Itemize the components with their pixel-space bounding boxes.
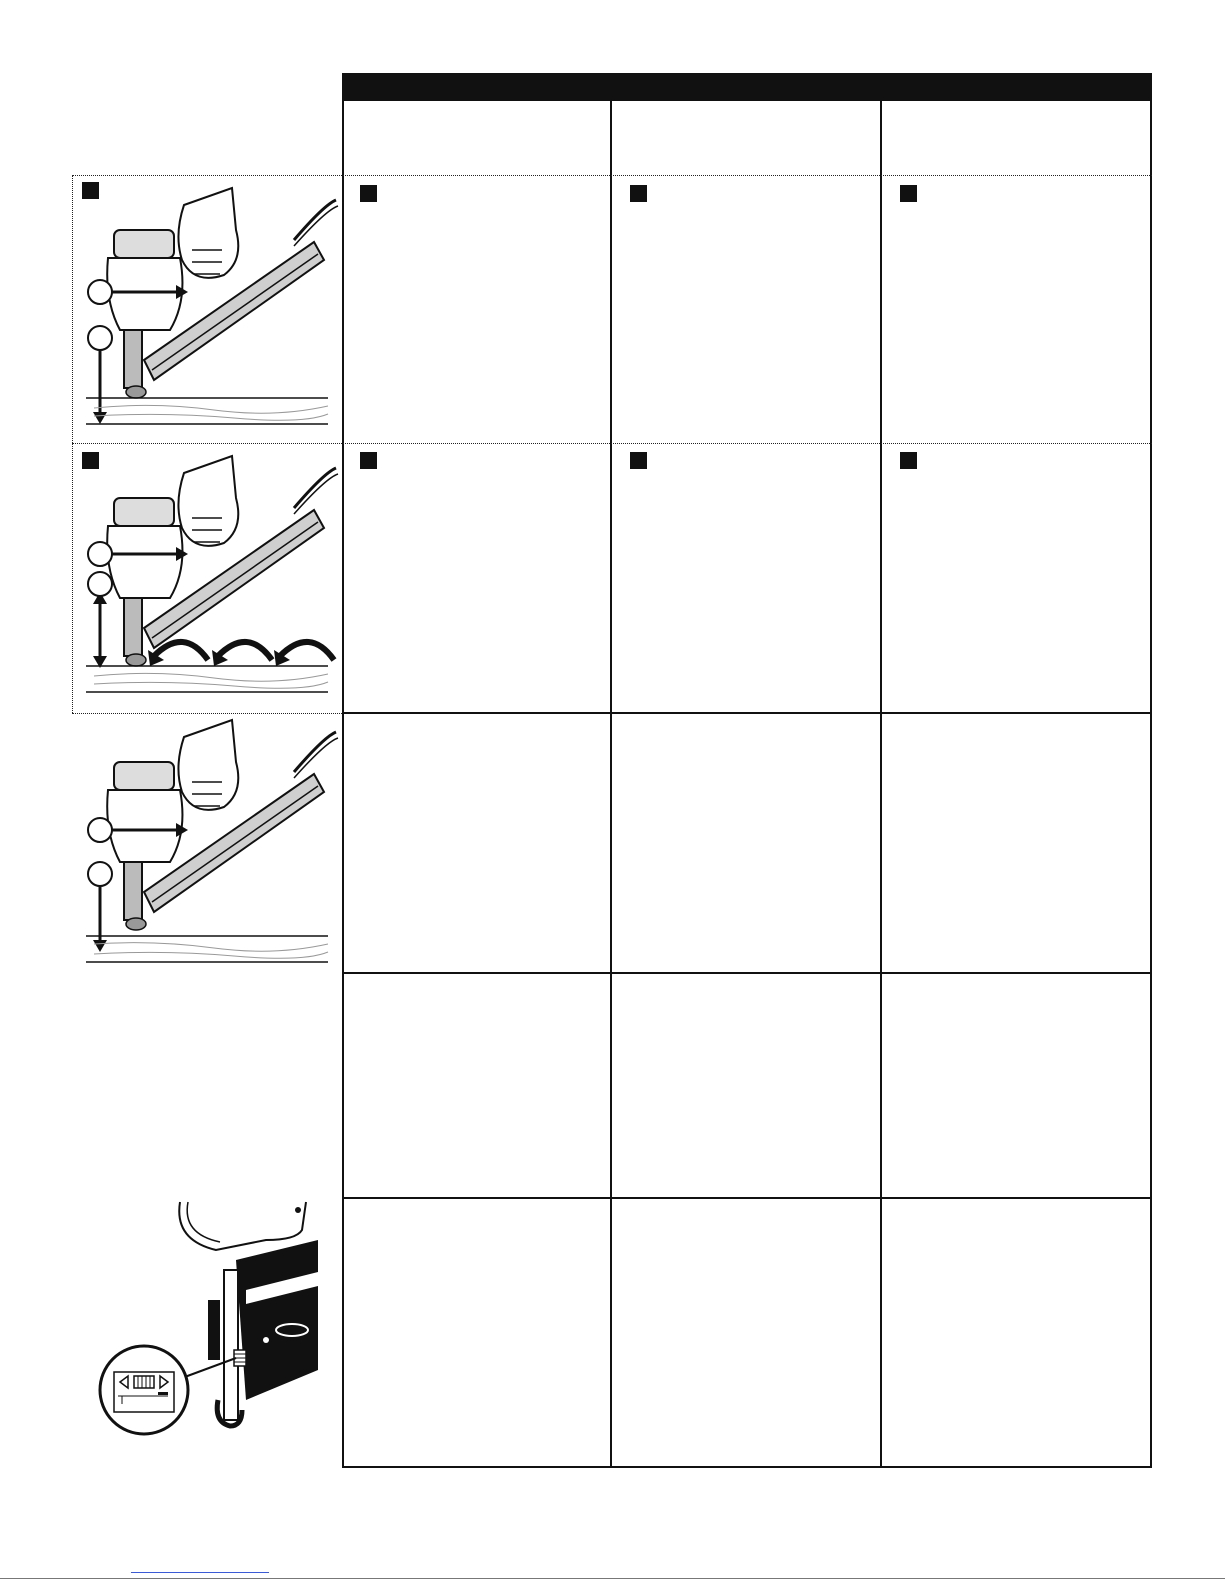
square-marker-icon [900,452,917,469]
table-header-col-3 [882,73,1152,101]
dotted-group-border [72,175,73,713]
callout-circle [88,326,112,350]
instruction-table [342,73,1152,1468]
row-separator [342,1197,1152,1199]
figure-sequential-trigger [84,180,340,436]
column-divider [880,73,882,1468]
square-marker-icon [360,452,377,469]
square-marker-icon [630,185,647,202]
square-marker-icon [360,185,377,202]
callout-circle [88,280,112,304]
row-separator [342,972,1152,974]
figure-single-actuation-trigger [84,712,340,968]
figure-contact-actuation-trigger [84,448,340,704]
footer-link-underline[interactable] [131,1572,269,1573]
row-separator [342,712,1152,714]
table-header-col-1 [342,73,610,101]
column-divider [610,73,612,1468]
dotted-row-separator [72,443,1152,444]
table-header-col-2 [612,73,880,101]
page-footer-rule [0,1578,1225,1579]
square-marker-icon [900,185,917,202]
square-marker-icon [630,452,647,469]
figure-depth-adjustment [96,1200,336,1440]
dotted-row-separator [72,175,1152,176]
